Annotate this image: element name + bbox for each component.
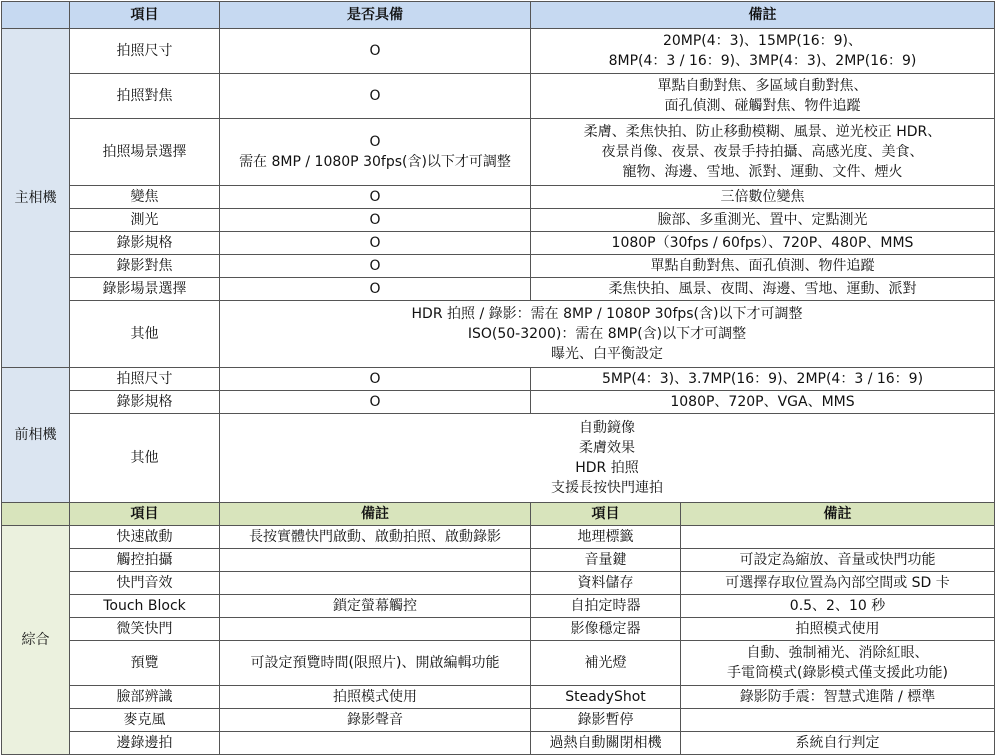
table-row: [2, 368, 995, 391]
cell-line: 需在 8MP / 1080P 30fps(含)以下才可調整: [239, 154, 511, 170]
table-row: [2, 414, 995, 503]
cell-line: 1080P（30fps / 60fps）、720P、480P、MMS: [611, 235, 914, 251]
table-row: [2, 641, 995, 686]
available-cell: O: [220, 255, 531, 278]
item-cell: 音量鍵: [531, 549, 681, 572]
spec-table-body: [2, 2, 995, 755]
cell-line: 可設定為縮放、音量或快門功能: [739, 552, 936, 568]
cell-line: 拍照模式使用: [333, 689, 417, 705]
item-cell: 臉部辨識: [70, 686, 220, 709]
item-cell: 麥克風: [70, 709, 220, 732]
item-cell: 拍照場景選擇: [70, 119, 220, 186]
remarks-cell: [220, 618, 531, 641]
section-general: 綜合: [2, 526, 70, 755]
general-header-remarks1: 備註: [220, 503, 531, 526]
table-row: [2, 686, 995, 709]
header-remarks: 備註: [531, 2, 995, 29]
remarks-cell: [531, 368, 995, 391]
available-cell: O: [220, 209, 531, 232]
remarks-cell: [681, 732, 995, 755]
item-cell: 錄影暫停: [531, 709, 681, 732]
remarks-cell: [220, 641, 531, 686]
remarks-cell: [220, 549, 531, 572]
remarks-cell: [531, 278, 995, 301]
table-row: [2, 119, 995, 186]
item-cell: 資料儲存: [531, 572, 681, 595]
item-cell: 錄影對焦: [70, 255, 220, 278]
cell-line: 單點自動對焦、面孔偵測、物件追蹤: [650, 258, 875, 274]
item-cell: 地理標籤: [531, 526, 681, 549]
cell-line: 曝光、白平衡設定: [551, 346, 663, 362]
item-cell: 拍照尺寸: [70, 29, 220, 74]
table-row: [2, 232, 995, 255]
cell-line: 可選擇存取位置為內部空間或 SD 卡: [725, 575, 950, 591]
table-row: [2, 74, 995, 119]
item-cell: 快門音效: [70, 572, 220, 595]
cell-line: 自動、強制補光、消除紅眼、: [746, 645, 929, 661]
cell-line: 長按實體快門啟動、啟動拍照、啟動錄影: [249, 529, 501, 545]
remarks-cell: [681, 549, 995, 572]
table-row: [2, 618, 995, 641]
available-cell: O: [220, 368, 531, 391]
cell-line: 三倍數位變焦: [720, 189, 805, 205]
item-cell: 錄影場景選擇: [70, 278, 220, 301]
camera-spec-table: [1, 1, 995, 755]
item-cell: 邊錄邊拍: [70, 732, 220, 755]
remarks-cell: [531, 74, 995, 119]
general-header-remarks2: 備註: [681, 503, 995, 526]
cell-line: 臉部、多重測光、置中、定點測光: [657, 212, 868, 228]
remarks-cell: [531, 186, 995, 209]
available-cell: O: [220, 186, 531, 209]
available-cell: O: [220, 29, 531, 74]
cell-line: 柔膚、柔焦快拍、防止移動模糊、風景、逆光校正 HDR、: [583, 124, 942, 140]
table-row: [2, 29, 995, 74]
remarks-cell: [681, 618, 995, 641]
table-row: [2, 209, 995, 232]
available-cell: O: [220, 278, 531, 301]
cell-line: 柔膚效果: [579, 440, 635, 456]
item-cell: 拍照對焦: [70, 74, 220, 119]
cell-line: 1080P、720P、VGA、MMS: [670, 394, 855, 410]
cell-line: HDR 拍照: [575, 460, 639, 476]
header-blank-cell: [2, 2, 70, 29]
table-row: [2, 526, 995, 549]
remarks-cell: [531, 232, 995, 255]
remarks-cell: [531, 209, 995, 232]
general-header-item1: 項目: [70, 503, 220, 526]
remarks-cell: [220, 572, 531, 595]
remarks-cell: [220, 686, 531, 709]
item-cell: 過熱自動關閉相機: [531, 732, 681, 755]
cell-line: 5MP(4：3)、3.7MP(16：9)、2MP(4：3 / 16：9): [601, 371, 924, 387]
cell-line: 柔焦快拍、風景、夜間、海邊、雪地、運動、派對: [608, 281, 917, 297]
section-main-camera: 主相機: [2, 29, 70, 368]
item-cell: 其他: [70, 414, 220, 503]
item-cell: 補光燈: [531, 641, 681, 686]
remarks-cell: [681, 641, 995, 686]
cell-line: 面孔偵測、碰觸對焦、物件追蹤: [664, 98, 861, 114]
header-item: 項目: [70, 2, 220, 29]
table-row: [2, 572, 995, 595]
remarks-cell: [531, 391, 995, 414]
general-header-row: [2, 503, 995, 526]
item-cell: 測光: [70, 209, 220, 232]
item-cell: 預覽: [70, 641, 220, 686]
cell-line: 系統自行判定: [795, 735, 880, 751]
cell-line: 8MP(4：3 / 16：9)、3MP(4：3)、2MP(16：9): [608, 53, 917, 69]
item-cell: 變焦: [70, 186, 220, 209]
item-cell: 錄影規格: [70, 391, 220, 414]
remarks-cell: [220, 526, 531, 549]
remarks-cell: [681, 595, 995, 618]
cell-line: 自動鏡像: [579, 420, 635, 436]
available-cell: O: [220, 232, 531, 255]
remarks-cell: [531, 29, 995, 74]
item-cell: 其他: [70, 301, 220, 368]
table-row: [2, 709, 995, 732]
remarks-cell: [531, 255, 995, 278]
available-cell: O: [220, 391, 531, 414]
table-row: [2, 278, 995, 301]
item-cell: 微笑快門: [70, 618, 220, 641]
available-cell: O: [220, 74, 531, 119]
table-row: [2, 186, 995, 209]
header-row: [2, 2, 995, 29]
cell-line: ISO(50-3200)：需在 8MP(含)以下才可調整: [467, 326, 747, 342]
header-available: 是否具備: [220, 2, 531, 29]
cell-line: HDR 拍照 / 錄影：需在 8MP / 1080P 30fps(含)以下才可調整: [411, 306, 803, 322]
remarks-cell: [220, 732, 531, 755]
cell-line: 支援長按快門連拍: [551, 480, 663, 496]
remarks-cell: [220, 595, 531, 618]
cell-line: 寵物、海邊、雪地、派對、運動、文件、煙火: [622, 164, 903, 180]
available-cell: [220, 119, 531, 186]
cell-line: 拍照模式使用: [795, 621, 880, 637]
item-cell: 快速啟動: [70, 526, 220, 549]
remarks-cell: [220, 301, 995, 368]
general-header-blank-cell: [2, 503, 70, 526]
remarks-cell: [681, 686, 995, 709]
general-header-item2: 項目: [531, 503, 681, 526]
table-row: [2, 301, 995, 368]
table-row: [2, 391, 995, 414]
cell-line: 0.5、2、10 秒: [789, 598, 886, 614]
remarks-cell: [681, 526, 995, 549]
cell-line: 單點自動對焦、多區域自動對焦、: [657, 78, 868, 94]
remarks-cell: [220, 709, 531, 732]
table-row: [2, 732, 995, 755]
item-cell: 錄影規格: [70, 232, 220, 255]
item-cell: 拍照尺寸: [70, 368, 220, 391]
remarks-cell: [681, 572, 995, 595]
cell-line: 鎖定螢幕觸控: [333, 598, 417, 614]
cell-line: 錄影聲音: [347, 712, 403, 728]
section-front-camera: 前相機: [2, 368, 70, 503]
remarks-cell: [681, 709, 995, 732]
remarks-cell: [531, 119, 995, 186]
cell-line: 夜景肖像、夜景、夜景手持拍攝、高感光度、美食、: [601, 144, 924, 160]
cell-line: 20MP(4：3)、15MP(16：9)、: [662, 33, 863, 49]
cell-line: 手電筒模式(錄影模式僅支援此功能): [727, 665, 948, 681]
cell-line: O: [369, 134, 381, 150]
item-cell: 影像穩定器: [531, 618, 681, 641]
cell-line: 可設定預覽時間(限照片)、開啟編輯功能: [250, 655, 500, 671]
cell-line: 錄影防手震：智慧式進階 / 標準: [739, 689, 936, 705]
item-cell: Touch Block: [70, 595, 220, 618]
table-row: [2, 255, 995, 278]
item-cell: SteadyShot: [531, 686, 681, 709]
remarks-cell: [220, 414, 995, 503]
item-cell: 自拍定時器: [531, 595, 681, 618]
table-row: [2, 595, 995, 618]
item-cell: 觸控拍攝: [70, 549, 220, 572]
table-row: [2, 549, 995, 572]
